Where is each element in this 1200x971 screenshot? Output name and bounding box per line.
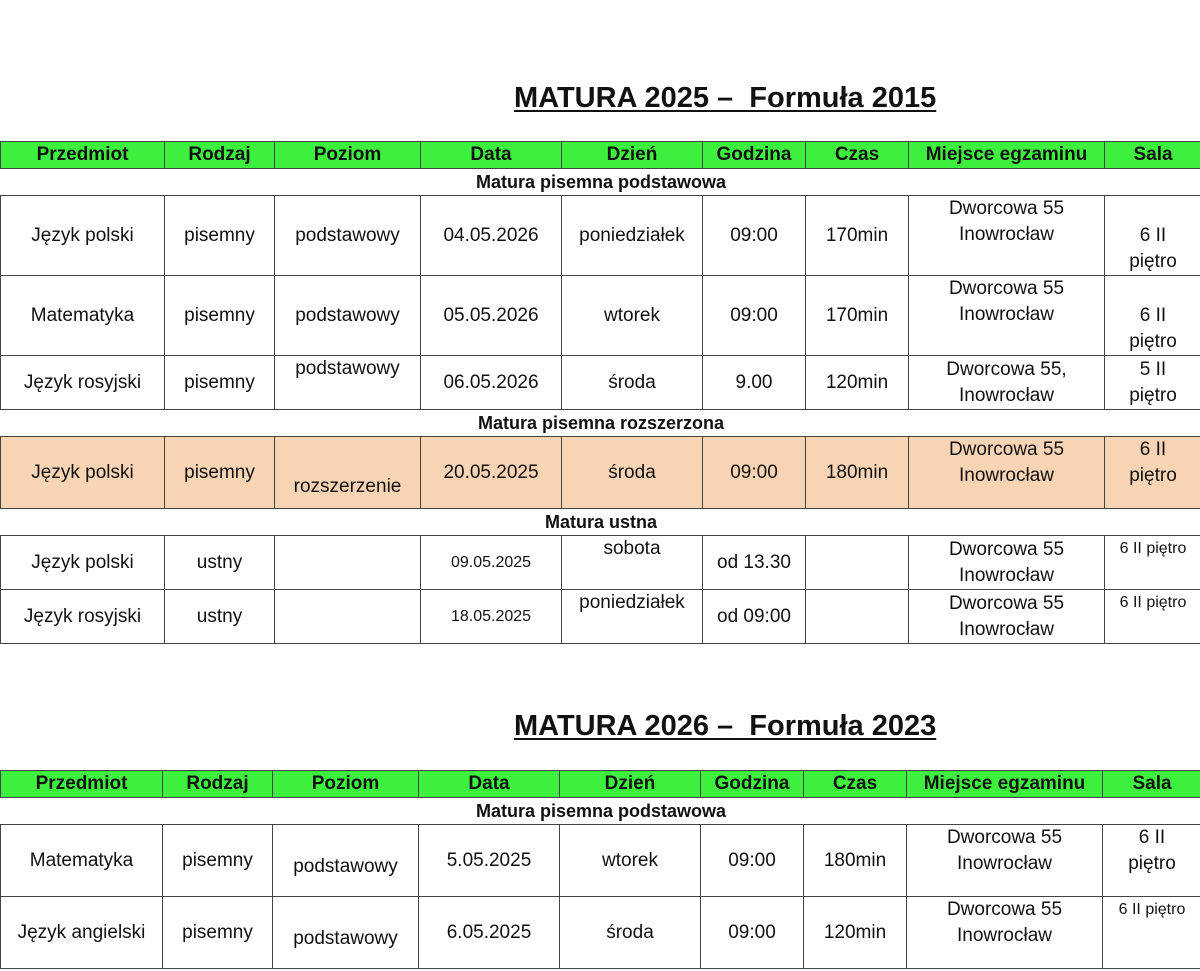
cell-poziom: [275, 536, 421, 590]
sala-line1: 6 II: [1139, 225, 1167, 246]
cell-poziom: podstawowy: [275, 356, 421, 410]
cell-czas: 120min: [806, 356, 909, 410]
miejsce-line1: Dworcowa 55: [948, 439, 1065, 460]
sala-line1: 6 II: [1139, 439, 1167, 460]
cell-poziom: podstawowy: [275, 276, 421, 356]
miejsce-line1: Dworcowa 55: [948, 538, 1065, 560]
sala-line2: piętro: [1129, 331, 1177, 352]
cell-rodzaj: pisemny: [163, 825, 273, 897]
cell-data: 18.05.2025: [421, 590, 562, 644]
cell-data: 05.05.2026: [421, 276, 562, 356]
cell-godzina: 09:00: [703, 437, 806, 509]
cell-dzien: poniedziałek: [562, 590, 703, 644]
header-godzina: Godzina: [701, 771, 804, 798]
header-przedmiot: Przedmiot: [1, 142, 165, 169]
header-czas: Czas: [804, 771, 907, 798]
miejsce-line2: Inowrocław: [958, 304, 1055, 325]
sala-line2: piętro: [1128, 853, 1176, 874]
cell-godzina: od 09:00: [703, 590, 806, 644]
miejsce-line2: Inowrocław: [958, 224, 1055, 245]
cell-czas: [806, 590, 909, 644]
miejsce-line2: Inowrocław: [958, 384, 1055, 406]
header-sala: Sala: [1105, 142, 1200, 169]
sala-line1: 6 II: [1138, 827, 1166, 848]
cell-sala: [1105, 196, 1200, 276]
cell-data: 6.05.2025: [419, 897, 560, 969]
cell-sala: [1105, 437, 1200, 509]
section-label: Matura ustna: [1, 509, 1200, 536]
miejsce-line2: Inowrocław: [958, 618, 1055, 640]
cell-dzien: środa: [560, 897, 701, 969]
cell-poziom: podstawowy: [273, 825, 419, 897]
header-miejsce: Miejsce egzaminu: [907, 771, 1103, 798]
table-row: [1, 276, 1200, 356]
miejsce-line2: Inowrocław: [958, 465, 1055, 486]
cell-dzien: środa: [562, 437, 703, 509]
miejsce-line2: Inowrocław: [958, 564, 1055, 586]
cell-przedmiot: Język polski: [1, 196, 165, 276]
table-row: [1, 590, 1200, 644]
cell-miejsce: [909, 536, 1105, 590]
section-row: [1, 798, 1200, 825]
cell-data: 06.05.2026: [421, 356, 562, 410]
cell-data: 20.05.2025: [421, 437, 562, 509]
cell-przedmiot: Język polski: [1, 536, 165, 590]
cell-dzien: poniedziałek: [562, 196, 703, 276]
section-row: [1, 509, 1200, 536]
cell-godzina: 09:00: [701, 897, 804, 969]
cell-rodzaj: pisemny: [165, 437, 275, 509]
schedule-table-2026: [0, 770, 1200, 969]
cell-poziom: podstawowy: [273, 897, 419, 969]
cell-sala: [1103, 825, 1200, 897]
cell-przedmiot: Matematyka: [1, 825, 163, 897]
cell-miejsce: [907, 825, 1103, 897]
cell-przedmiot: Język rosyjski: [1, 590, 165, 644]
cell-godzina: 09:00: [703, 276, 806, 356]
header-dzien: Dzień: [560, 771, 701, 798]
header-czas: Czas: [806, 142, 909, 169]
section-label: Matura pisemna podstawowa: [1, 169, 1200, 196]
cell-przedmiot: Matematyka: [1, 276, 165, 356]
table-row: [1, 825, 1200, 897]
schedule-table-2025: [0, 141, 1200, 644]
header-sala: Sala: [1103, 771, 1200, 798]
cell-rodzaj: pisemny: [163, 897, 273, 969]
cell-poziom: rozszerzenie: [275, 437, 421, 509]
cell-dzien: wtorek: [562, 276, 703, 356]
cell-dzien: wtorek: [560, 825, 701, 897]
cell-miejsce: [909, 590, 1105, 644]
cell-czas: 180min: [806, 437, 909, 509]
cell-data: 04.05.2026: [421, 196, 562, 276]
cell-miejsce: [909, 196, 1105, 276]
section-label: Matura pisemna podstawowa: [1, 798, 1200, 825]
miejsce-line1: Dworcowa 55: [948, 592, 1065, 614]
table-row: [1, 356, 1200, 410]
cell-czas: 180min: [804, 825, 907, 897]
header-godzina: Godzina: [703, 142, 806, 169]
table-header-row: [1, 142, 1200, 169]
sala-line2: piętro: [1129, 384, 1177, 406]
miejsce-line2: Inowrocław: [956, 853, 1053, 874]
cell-dzien: środa: [562, 356, 703, 410]
cell-czas: 170min: [806, 276, 909, 356]
cell-rodzaj: pisemny: [165, 276, 275, 356]
table-header-row: [1, 771, 1200, 798]
sala-line2: piętro: [1129, 465, 1177, 486]
cell-dzien: sobota: [562, 536, 703, 590]
table-row: [1, 536, 1200, 590]
miejsce-line1: Dworcowa 55: [946, 899, 1063, 920]
page-title-matura-2025: MATURA 2025 – Formuła 2015: [514, 82, 937, 114]
cell-rodzaj: ustny: [165, 590, 275, 644]
cell-sala: [1105, 276, 1200, 356]
miejsce-line1: Dworcowa 55: [946, 827, 1063, 848]
header-rodzaj: Rodzaj: [163, 771, 273, 798]
sala-line2: piętro: [1129, 251, 1177, 272]
header-poziom: Poziom: [275, 142, 421, 169]
miejsce-line1: Dworcowa 55: [948, 278, 1065, 299]
miejsce-line1: Dworcowa 55,: [946, 358, 1067, 380]
miejsce-line2: Inowrocław: [956, 925, 1053, 946]
table-row: [1, 897, 1200, 969]
section-label: Matura pisemna rozszerzona: [1, 410, 1200, 437]
header-data: Data: [419, 771, 560, 798]
cell-miejsce: [907, 897, 1103, 969]
cell-godzina: od 13.30: [703, 536, 806, 590]
cell-przedmiot: Język polski: [1, 437, 165, 509]
cell-czas: 170min: [806, 196, 909, 276]
cell-data: 09.05.2025: [421, 536, 562, 590]
page-title-matura-2026: MATURA 2026 – Formuła 2023: [514, 710, 937, 742]
cell-sala: [1105, 356, 1200, 410]
cell-data: 5.05.2025: [419, 825, 560, 897]
header-miejsce: Miejsce egzaminu: [909, 142, 1105, 169]
cell-miejsce: [909, 437, 1105, 509]
table-row-highlighted: [1, 437, 1200, 509]
cell-sala: 6 II piętro: [1105, 590, 1200, 644]
cell-miejsce: [909, 276, 1105, 356]
miejsce-line1: Dworcowa 55: [948, 198, 1065, 219]
section-row: [1, 410, 1200, 437]
cell-przedmiot: Język rosyjski: [1, 356, 165, 410]
cell-godzina: 09:00: [701, 825, 804, 897]
cell-rodzaj: pisemny: [165, 356, 275, 410]
cell-miejsce: [909, 356, 1105, 410]
cell-rodzaj: ustny: [165, 536, 275, 590]
header-rodzaj: Rodzaj: [165, 142, 275, 169]
cell-czas: [806, 536, 909, 590]
cell-poziom: podstawowy: [275, 196, 421, 276]
header-poziom: Poziom: [273, 771, 419, 798]
header-data: Data: [421, 142, 562, 169]
cell-czas: 120min: [804, 897, 907, 969]
sala-line1: 6 II: [1139, 305, 1167, 326]
cell-rodzaj: pisemny: [165, 196, 275, 276]
cell-godzina: 9.00: [703, 356, 806, 410]
table-row: [1, 196, 1200, 276]
cell-przedmiot: Język angielski: [1, 897, 163, 969]
header-przedmiot: Przedmiot: [1, 771, 163, 798]
cell-sala: 6 II piętro: [1105, 536, 1200, 590]
cell-sala: 6 II piętro: [1103, 897, 1200, 969]
cell-poziom: [275, 590, 421, 644]
header-dzien: Dzień: [562, 142, 703, 169]
cell-godzina: 09:00: [703, 196, 806, 276]
section-row: [1, 169, 1200, 196]
sala-line1: 5 II: [1139, 358, 1167, 380]
